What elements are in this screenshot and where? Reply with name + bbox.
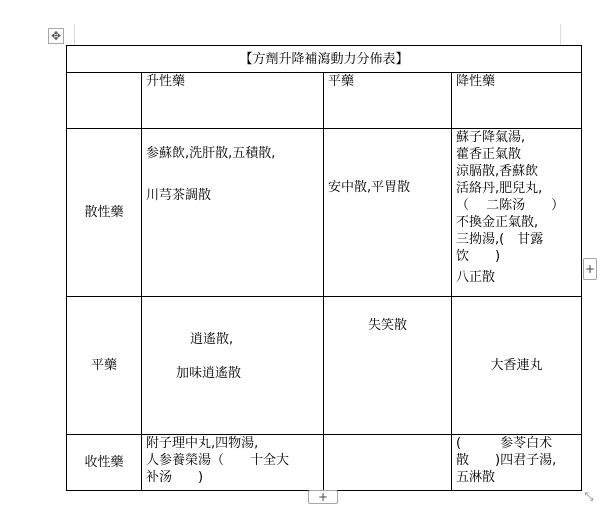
header-corner[interactable] xyxy=(67,73,142,129)
header-lower[interactable]: 降性藥 xyxy=(452,73,582,129)
table-title[interactable]: 【方劑升降補瀉動力分佈表】 xyxy=(67,46,582,73)
cell-line: 不換金正氣散, xyxy=(456,215,539,230)
page-guide-left xyxy=(74,24,75,46)
cell-line: 散 )四君子湯, xyxy=(456,453,557,468)
cell-line: 八正散 xyxy=(456,270,496,285)
cell-line: 活絡丹,肥兒丸, xyxy=(456,181,543,196)
cell-line: 安中散,平胃散 xyxy=(328,180,411,195)
distribution-table xyxy=(66,45,582,491)
cell-line: 附子理中丸,四物湯, xyxy=(146,436,259,451)
cell-line: 饮 ) xyxy=(456,249,501,264)
cell-disperse-raise[interactable] xyxy=(142,129,324,297)
cell-line: 川芎茶調散 xyxy=(146,188,212,203)
cell-neutral-lower[interactable] xyxy=(452,297,582,435)
add-row-button[interactable]: + xyxy=(308,490,338,504)
cell-line: 失笑散 xyxy=(367,318,407,333)
cell-line: 大香連丸 xyxy=(490,358,543,373)
header-neutral[interactable]: 平藥 xyxy=(324,73,452,129)
table-resize-handle-icon[interactable]: ⤡ xyxy=(584,490,594,503)
add-column-button[interactable]: + xyxy=(583,258,597,280)
cell-line: 涼膈散,香蘇飲 xyxy=(456,164,539,179)
cell-line: 加味逍遙散 xyxy=(176,366,242,381)
cell-astringe-neutral[interactable] xyxy=(324,435,452,491)
row-label-astringe[interactable]: 收性藥 xyxy=(67,435,142,491)
cell-line: 补汤 ) xyxy=(146,470,204,485)
cell-line: 五淋散 xyxy=(456,470,496,485)
header-raise[interactable]: 升性藥 xyxy=(142,73,324,129)
cell-line: 逍遙散, xyxy=(190,332,234,347)
cell-neutral-raise[interactable] xyxy=(142,297,324,435)
cell-line: ( 参苓白术 xyxy=(456,436,553,451)
cell-astringe-lower[interactable] xyxy=(452,435,582,491)
cell-line: 蘇子降氣湯, xyxy=(456,130,526,145)
cell-astringe-raise[interactable] xyxy=(142,435,324,491)
row-label-neutral[interactable]: 平藥 xyxy=(67,297,142,435)
cell-neutral-neutral[interactable] xyxy=(324,297,452,435)
cell-disperse-lower[interactable] xyxy=(452,129,582,297)
cell-line: 参蘇飲,洗肝散,五積散, xyxy=(146,146,276,161)
row-label-disperse[interactable]: 散性藥 xyxy=(67,129,142,297)
cell-line: 藿香正氣散 xyxy=(456,147,522,162)
cell-line: （ 二陈汤 ） xyxy=(456,198,565,213)
cell-disperse-neutral[interactable] xyxy=(324,129,452,297)
table-move-handle-icon[interactable]: ✥ xyxy=(48,28,64,44)
cell-line: 三拗湯,( 甘露 xyxy=(456,232,544,247)
page-guide-right xyxy=(560,24,561,46)
cell-line: 人参養榮湯（ 十全大 xyxy=(146,453,290,468)
